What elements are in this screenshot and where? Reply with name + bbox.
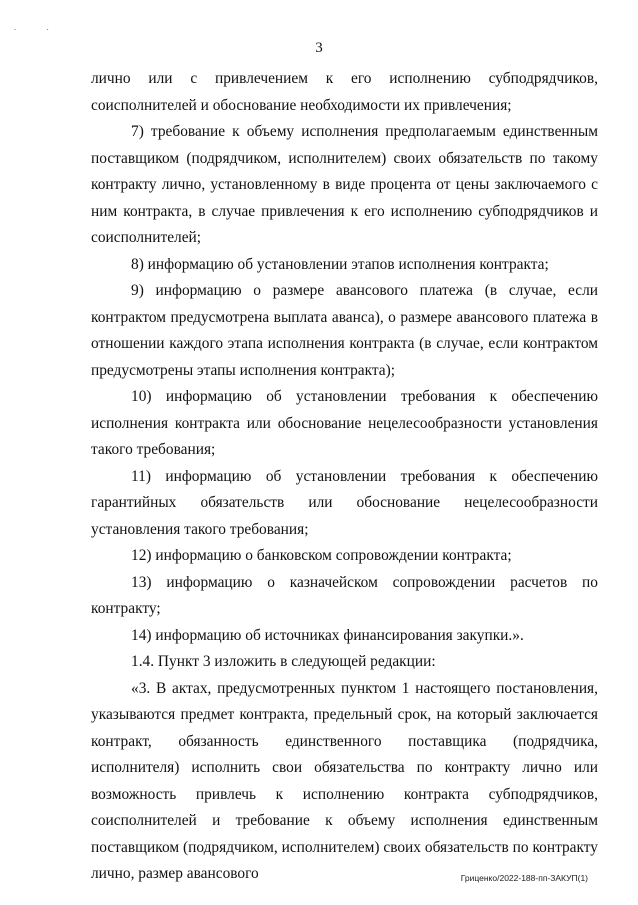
page-number: 3 bbox=[315, 40, 323, 56]
document-body bbox=[91, 66, 598, 888]
paragraph-clause-1-4: 1.4. Пункт 3 изложить в следующей редакции: bbox=[131, 653, 436, 670]
scan-corner-marks: . . bbox=[14, 22, 63, 32]
paragraph-item-8: 8) информацию об установлении этапов исполнения контракта; bbox=[131, 255, 549, 273]
paragraph-item-11: 11) информацию об установлении требования к обеспечению гарантийных обязательств или обоснование нецелесообразности установления такого требования; bbox=[91, 467, 598, 538]
paragraph-item-12: 12) информацию о банковском сопровождении контракта; bbox=[131, 547, 512, 564]
paragraph-item-10: 10) информацию об установлении требования к обеспечению исполнения контракта или обоснование нецелесообразности установления такого требования; bbox=[91, 388, 598, 458]
footer-document-code: Гриценко/2022-188-пп-ЗАКУП(1) bbox=[460, 873, 588, 883]
paragraph-clause-3-text: «3. В актах, предусмотренных пунктом 1 настоящего постановления, указываются предмет контракта, предельный срок, на который заключается контракт, обязанность единственного поставщика (подрядчика, исполнителя) исполнить свои обязательства по контракту лично или возможность привлечь к исполнению контракта субподрядчиков, соисполнителей и требование к объему исполнения единственным поставщиком (подрядчиком, исполнителем) своих обязательств по контракту лично, размер авансового bbox=[91, 679, 598, 882]
paragraph-item-9: 9) информацию о размере авансового платежа (в случае, если контрактом предусмотрена выплата аванса), о размере авансового платежа в отношении каждого этапа исполнения контракта (в случае, если контрактом предусмотрены этапы исполнения контракта); bbox=[91, 282, 598, 379]
paragraph-continuation: лично или с привлечением к его исполнению субподрядчиков, соисполнителей и обоснование необходимости их привлечения; bbox=[91, 70, 598, 114]
paragraph-item-13: 13) информацию о казначейском сопровождении расчетов по контракту; bbox=[91, 573, 598, 617]
paragraph-item-14: 14) информацию об источниках финансирования закупки.». bbox=[131, 626, 524, 644]
paragraph-item-7: 7) требование к объему исполнения предполагаемым единственным поставщиком (подрядчиком, исполнителем) своих обязательств по такому контракту лично, установленному в виде процента от цены заключаемого с ним контракта, в случае привлечения к его исполнению субподрядчиков и соисполнителей; bbox=[91, 123, 598, 246]
